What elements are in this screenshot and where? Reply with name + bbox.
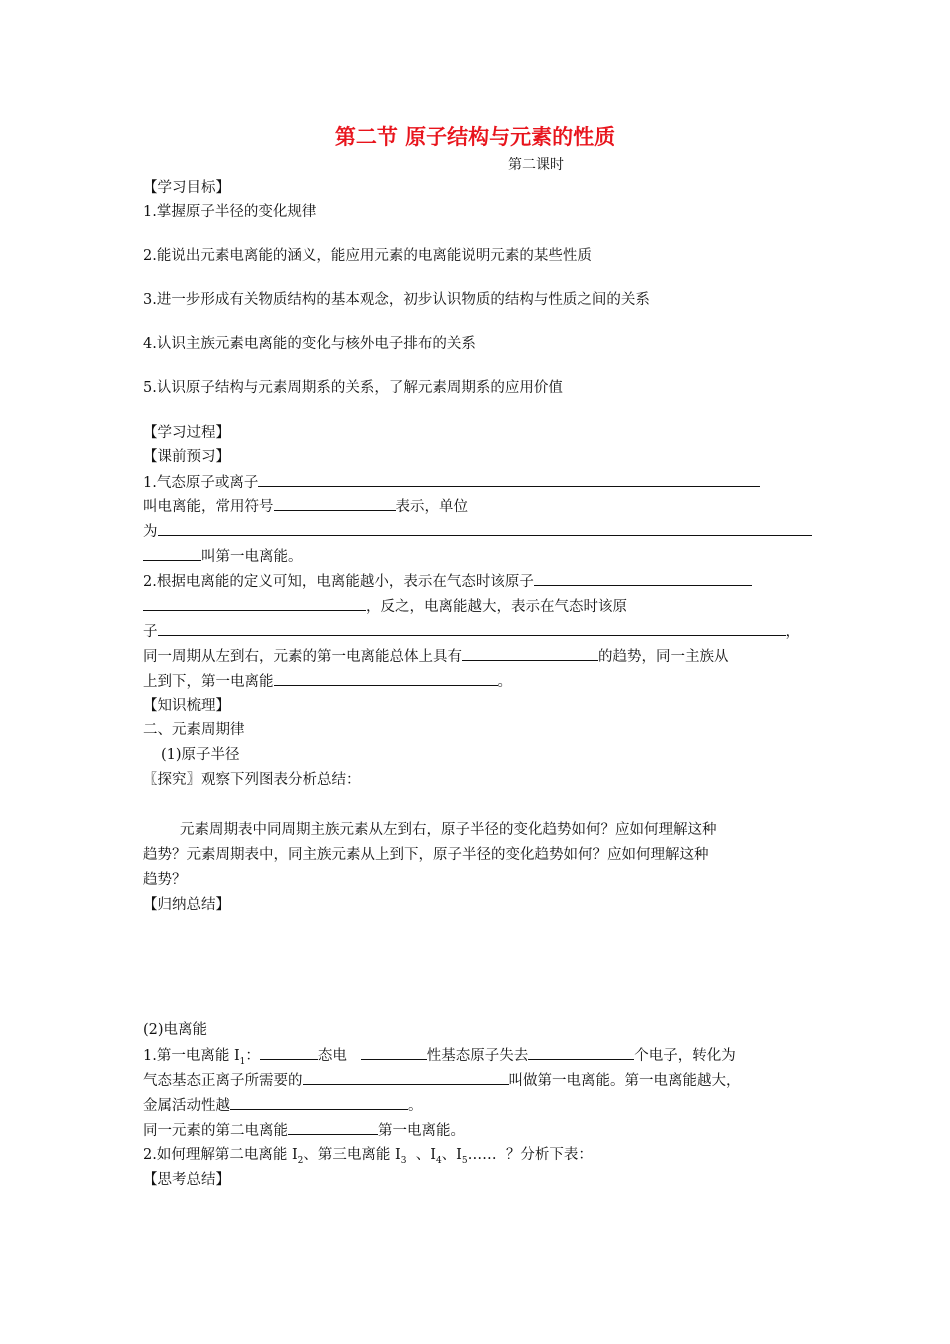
- preview-q2-line4: 同一周期从左到右，元素的第一电离能总体上具有 的趋势，同一主族从: [143, 646, 729, 667]
- preview-q1-line3: 为: [143, 521, 812, 542]
- ion-line3: 金属活动性越 。: [143, 1095, 423, 1116]
- objective-item: 5.认识原子结构与元素周期系的关系，了解元素周期系的应用价值: [143, 380, 563, 396]
- explore-paragraph: 元素周期表中同周期主族元素从左到右，原子半径的变化趋势如何？应如何理解这种: [180, 822, 717, 838]
- preview-q2-line1: 2.根据电离能的定义可知，电离能越小，表示在气态时该原子: [143, 571, 752, 592]
- fill-blank[interactable]: [258, 472, 760, 487]
- ion-line1: 1.第一电离能 $I_1$： 态电 性基态原子失去 个电子，转化为: [143, 1045, 736, 1072]
- fill-blank[interactable]: [274, 496, 396, 511]
- explore-label: 〖探究〗观察下列图表分析总结：: [143, 772, 361, 788]
- preview-q2-line3: 子 ，: [143, 621, 800, 642]
- fill-blank[interactable]: [158, 621, 786, 636]
- preview-q1-line4: 叫第一电离能。: [143, 546, 303, 567]
- preview-q1-line1: 1.气态原子或离子: [143, 472, 760, 493]
- explore-paragraph: 趋势？元素周期表中，同主族元素从上到下，原子半径的变化趋势如何？应如何理解这种: [143, 847, 709, 863]
- fill-blank[interactable]: [260, 1045, 318, 1060]
- page-subtitle: 第二课时: [508, 157, 564, 173]
- preview-q2-line5: 上到下，第一电离能 。: [143, 671, 512, 692]
- fill-blank[interactable]: [462, 646, 598, 661]
- preview-q1-line2: 叫电离能，常用符号 表示，单位: [143, 496, 468, 517]
- section-heading: 二、元素周期律: [143, 722, 245, 738]
- think-heading: 【思考总结】: [143, 1172, 230, 1188]
- page-title: 第二节 原子结构与元素的性质: [334, 125, 616, 149]
- objective-item: 2.能说出元素电离能的涵义，能应用元素的电离能说明元素的某些性质: [143, 248, 592, 264]
- fill-blank[interactable]: [143, 596, 366, 611]
- ion-line5: 2.如何理解第二电离能 $I_2$、第三电离能 $I_3$ 、$I_4$、$I_5\dots\dots$ ？分析下表：: [143, 1147, 593, 1166]
- subsection-heading: (1)原子半径: [161, 747, 240, 763]
- fill-blank[interactable]: [361, 1045, 427, 1060]
- objective-item: 3.进一步形成有关物质结构的基本观念，初步认识物质的结构与性质之间的关系: [143, 292, 650, 308]
- preview-heading: 【课前预习】: [143, 449, 230, 465]
- objective-item: 1.掌握原子半径的变化规律: [143, 204, 317, 220]
- fill-blank[interactable]: [230, 1095, 408, 1110]
- fill-blank[interactable]: [158, 521, 812, 536]
- fill-blank[interactable]: [143, 546, 201, 561]
- subsection-heading: (2)电离能: [143, 1022, 208, 1038]
- fill-blank[interactable]: [303, 1070, 509, 1085]
- ion-line4: 同一元素的第二电离能 第一电离能。: [143, 1120, 465, 1141]
- objectives-heading: 【学习目标】: [143, 180, 230, 196]
- fill-blank[interactable]: [534, 571, 752, 586]
- fill-blank[interactable]: [288, 1120, 378, 1135]
- fill-blank[interactable]: [528, 1045, 634, 1060]
- process-heading: 【学习过程】: [143, 425, 230, 441]
- objective-item: 4.认识主族元素电离能的变化与核外电子排布的关系: [143, 336, 476, 352]
- preview-q2-line2: ，反之，电离能越大，表示在气态时该原: [143, 596, 627, 617]
- ion-line2: 气态基态正离子所需要的 叫做第一电离能。第一电离能越大，: [143, 1070, 741, 1091]
- knowledge-heading: 【知识梳理】: [143, 698, 230, 714]
- summary-heading: 【归纳总结】: [143, 897, 230, 913]
- explore-paragraph: 趋势？: [143, 872, 187, 888]
- fill-blank[interactable]: [274, 671, 498, 686]
